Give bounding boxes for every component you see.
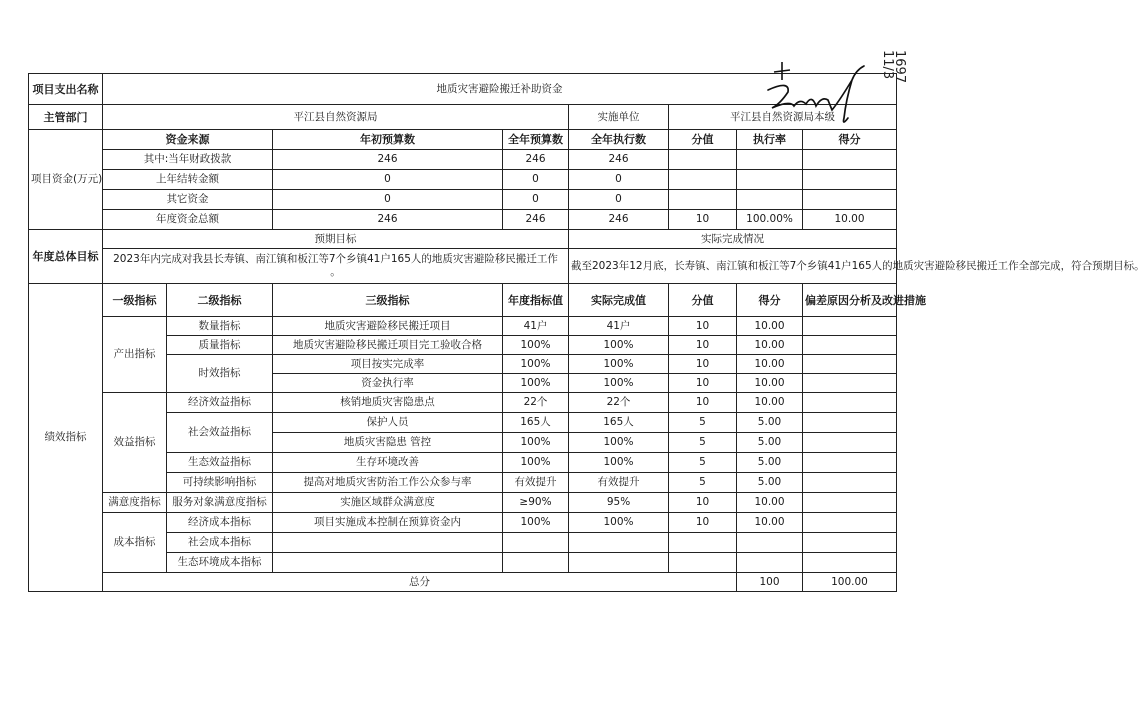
header-level1: 一级指标	[103, 284, 167, 317]
performance-evaluation-sheet	[28, 73, 1145, 592]
level3: 提高对地质灾害防治工作公众参与率	[273, 473, 503, 493]
header-target: 年度指标值	[503, 284, 569, 317]
target-value: ≥90%	[503, 493, 569, 513]
score	[737, 553, 803, 573]
level3	[273, 533, 503, 553]
score: 10.00	[737, 355, 803, 374]
actual-completion-label: 实际完成情况	[569, 230, 897, 249]
actual-value	[569, 533, 669, 553]
expected-goal-text	[103, 249, 569, 284]
funds-initial: 0	[273, 190, 503, 210]
deviation-note	[803, 393, 897, 413]
score: 5.00	[737, 413, 803, 433]
score	[737, 533, 803, 553]
score: 10.00	[737, 374, 803, 393]
actual-value: 有效提升	[569, 473, 669, 493]
score: 10.00	[737, 317, 803, 336]
department-value: 平江县自然资源局	[103, 105, 569, 130]
implementing-unit-value: 平江县自然资源局本级	[669, 105, 897, 130]
deviation-note	[803, 317, 897, 336]
level3: 生存环境改善	[273, 453, 503, 473]
level3: 地质灾害隐患 管控	[273, 433, 503, 453]
indicator-row	[29, 513, 897, 533]
actual-value: 100%	[569, 513, 669, 533]
funds-header-executed: 全年执行数	[569, 130, 669, 150]
funds-header-row	[29, 130, 897, 150]
funds-annual: 0	[503, 170, 569, 190]
funds-score	[803, 150, 897, 170]
total-points: 100	[737, 573, 803, 592]
score: 10.00	[737, 336, 803, 355]
deviation-note	[803, 473, 897, 493]
total-label: 总分	[103, 573, 737, 592]
actual-value: 41户	[569, 317, 669, 336]
funds-rate	[737, 190, 803, 210]
performance-header-row	[29, 284, 897, 317]
points: 10	[669, 374, 737, 393]
funds-section-label: 项目资金(万元)	[29, 130, 103, 230]
goals-header-row	[29, 230, 897, 249]
funds-rate	[737, 170, 803, 190]
indicator-row	[29, 393, 897, 413]
level2-social-cost: 社会成本指标	[167, 533, 273, 553]
margin-note-line: 1697	[892, 50, 907, 84]
level3: 地质灾害避险移民搬迁项目	[273, 317, 503, 336]
deviation-note	[803, 513, 897, 533]
funds-initial: 0	[273, 170, 503, 190]
level2-quality: 质量指标	[167, 336, 273, 355]
level1-output: 产出指标	[103, 317, 167, 393]
deviation-note	[803, 433, 897, 453]
funds-total-row	[29, 210, 897, 230]
points: 5	[669, 473, 737, 493]
points: 5	[669, 453, 737, 473]
project-name-value: 地质灾害避险搬迁补助资金	[103, 74, 897, 105]
funds-row	[29, 170, 897, 190]
header-score: 得分	[737, 284, 803, 317]
points	[669, 533, 737, 553]
funds-annual: 0	[503, 190, 569, 210]
funds-header-score: 得分	[803, 130, 897, 150]
points: 10	[669, 493, 737, 513]
target-value: 41户	[503, 317, 569, 336]
project-name-label: 项目支出名称	[29, 74, 103, 105]
level2-sustainable-impact: 可持续影响指标	[167, 473, 273, 493]
deviation-note	[803, 413, 897, 433]
funds-points: 10	[669, 210, 737, 230]
target-value: 100%	[503, 355, 569, 374]
funds-points	[669, 150, 737, 170]
actual-value: 100%	[569, 453, 669, 473]
deviation-note	[803, 533, 897, 553]
level2-timeliness: 时效指标	[167, 355, 273, 393]
funds-source: 年度资金总额	[103, 210, 273, 230]
funds-score	[803, 190, 897, 210]
funds-initial: 246	[273, 210, 503, 230]
implementing-unit-label: 实施单位	[569, 105, 669, 130]
target-value: 100%	[503, 374, 569, 393]
target-value: 165人	[503, 413, 569, 433]
header-level3: 三级指标	[273, 284, 503, 317]
evaluation-table	[28, 73, 1145, 592]
points: 10	[669, 393, 737, 413]
funds-score	[803, 170, 897, 190]
points: 10	[669, 336, 737, 355]
level2-economic-benefit: 经济效益指标	[167, 393, 273, 413]
level3: 项目按实完成率	[273, 355, 503, 374]
level3: 地质灾害避险移民搬迁项目完工验收合格	[273, 336, 503, 355]
funds-row	[29, 190, 897, 210]
level3: 项目实施成本控制在预算资金内	[273, 513, 503, 533]
funds-rate	[737, 150, 803, 170]
level2-economic-cost: 经济成本指标	[167, 513, 273, 533]
target-value: 100%	[503, 336, 569, 355]
total-score: 100.00	[803, 573, 897, 592]
funds-annual: 246	[503, 210, 569, 230]
level2-ecological-cost: 生态环境成本指标	[167, 553, 273, 573]
header-points: 分值	[669, 284, 737, 317]
funds-header-annual: 全年预算数	[503, 130, 569, 150]
target-value: 100%	[503, 513, 569, 533]
header-actual: 实际完成值	[569, 284, 669, 317]
level3: 资金执行率	[273, 374, 503, 393]
level2-ecological-benefit: 生态效益指标	[167, 453, 273, 473]
signature-stroke	[774, 62, 790, 80]
actual-value: 100%	[569, 355, 669, 374]
margin-note	[881, 50, 905, 83]
goals-content-row	[29, 249, 897, 284]
funds-executed: 0	[569, 170, 669, 190]
expected-goal-text-tail: 。	[330, 266, 341, 278]
actual-completion-text: 截至2023年12月底，长寿镇、南江镇和板江等7个乡镇41户165人的地质灾害避险移民搬迁工作全部完成，符合预期目标。	[569, 249, 897, 284]
level1-satisfaction: 满意度指标	[103, 493, 167, 513]
funds-row	[29, 150, 897, 170]
expected-goal-label: 预期目标	[103, 230, 569, 249]
level2-social-benefit: 社会效益指标	[167, 413, 273, 453]
header-level2: 二级指标	[167, 284, 273, 317]
target-value: 22个	[503, 393, 569, 413]
performance-section-label: 绩效指标	[29, 284, 103, 592]
level2-service-satisfaction: 服务对象满意度指标	[167, 493, 273, 513]
funds-executed: 246	[569, 210, 669, 230]
funds-initial: 246	[273, 150, 503, 170]
points: 5	[669, 433, 737, 453]
points: 10	[669, 355, 737, 374]
target-value	[503, 533, 569, 553]
level1-benefit: 效益指标	[103, 393, 167, 493]
funds-header-rate: 执行率	[737, 130, 803, 150]
margin-note-line: 11/3	[880, 50, 895, 80]
score: 5.00	[737, 473, 803, 493]
actual-value	[569, 553, 669, 573]
funds-executed: 246	[569, 150, 669, 170]
level3	[273, 553, 503, 573]
deviation-note	[803, 355, 897, 374]
goals-section-label: 年度总体目标	[29, 230, 103, 284]
funds-executed: 0	[569, 190, 669, 210]
actual-value: 165人	[569, 413, 669, 433]
indicator-row	[29, 493, 897, 513]
points: 10	[669, 317, 737, 336]
funds-header-source: 资金来源	[103, 130, 273, 150]
expected-goal-text-main: 2023年内完成对我县长寿镇、南江镇和板江等7个乡镇41户165人的地质灾害避险移民搬迁工作	[113, 253, 558, 265]
points: 10	[669, 513, 737, 533]
level1-cost: 成本指标	[103, 513, 167, 573]
deviation-note	[803, 553, 897, 573]
target-value: 有效提升	[503, 473, 569, 493]
level3: 保护人员	[273, 413, 503, 433]
score: 5.00	[737, 433, 803, 453]
deviation-note	[803, 493, 897, 513]
level3: 实施区域群众满意度	[273, 493, 503, 513]
score: 10.00	[737, 493, 803, 513]
indicator-row	[29, 317, 897, 336]
funds-source: 其它资金	[103, 190, 273, 210]
funds-rate: 100.00%	[737, 210, 803, 230]
funds-source: 上年结转金额	[103, 170, 273, 190]
funds-score: 10.00	[803, 210, 897, 230]
actual-value: 95%	[569, 493, 669, 513]
funds-source: 其中:当年财政拨款	[103, 150, 273, 170]
actual-value: 100%	[569, 336, 669, 355]
score: 5.00	[737, 453, 803, 473]
level3: 核销地质灾害隐患点	[273, 393, 503, 413]
handwritten-signature	[760, 60, 870, 130]
actual-value: 22个	[569, 393, 669, 413]
funds-annual: 246	[503, 150, 569, 170]
deviation-note	[803, 336, 897, 355]
actual-value: 100%	[569, 433, 669, 453]
deviation-note	[803, 374, 897, 393]
header-deviation: 偏差原因分析及改进措施	[803, 284, 897, 317]
actual-value: 100%	[569, 374, 669, 393]
funds-header-points: 分值	[669, 130, 737, 150]
points: 5	[669, 413, 737, 433]
score: 10.00	[737, 393, 803, 413]
funds-points	[669, 170, 737, 190]
funds-header-initial: 年初预算数	[273, 130, 503, 150]
funds-points	[669, 190, 737, 210]
target-value	[503, 553, 569, 573]
deviation-note	[803, 453, 897, 473]
target-value: 100%	[503, 453, 569, 473]
total-row	[29, 573, 897, 592]
level2-quantity: 数量指标	[167, 317, 273, 336]
score: 10.00	[737, 513, 803, 533]
department-label: 主管部门	[29, 105, 103, 130]
points	[669, 553, 737, 573]
target-value: 100%	[503, 433, 569, 453]
